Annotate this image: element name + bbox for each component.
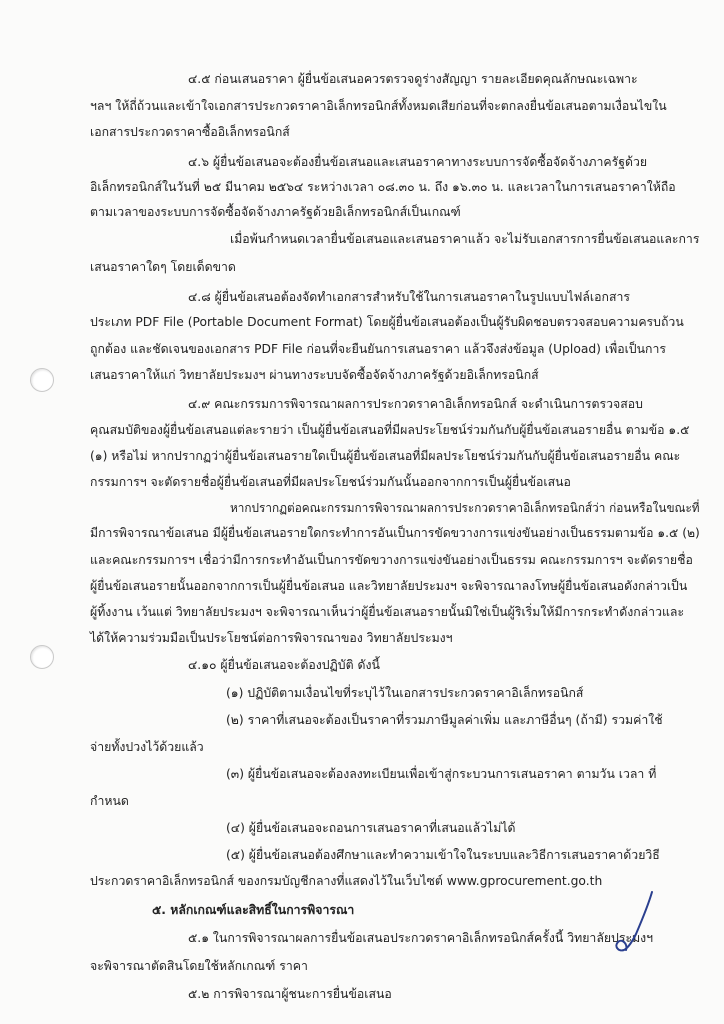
text-line: (๑) ปฏิบัติตามเงื่อนไขที่ระบุไว้ในเอกสารประกวดราคาอิเล็กทรอนิกส์: [226, 686, 584, 700]
text-line: ๔.๕ ก่อนเสนอราคา ผู้ยื่นข้อเสนอควรตรวจดูร่างสัญญา รายละเอียดคุณลักษณะเฉพาะ: [188, 72, 638, 86]
text-line: ได้ให้ความร่วมมือเป็นประโยชน์ต่อการพิจารณาของ วิทยาลัยประมงฯ: [90, 631, 453, 645]
text-line: กรรมการฯ จะตัดรายชื่อผู้ยื่นข้อเสนอที่มีผลประโยชน์ร่วมกันนั้นออกจากการเป็นผู้ยื่นข้อเสนอ: [90, 475, 571, 489]
text-line: (๔) ผู้ยื่นข้อเสนอจะถอนการเสนอราคาที่เสนอแล้วไม่ได้: [226, 821, 516, 835]
text-line: เอกสารประกวดราคาซื้ออิเล็กทรอนิกส์: [90, 125, 290, 139]
text-line: ประกวดราคาอิเล็กทรอนิกส์ ของกรมบัญชีกลางที่แสดงไว้ในเว็บไซต์ www.gprocurement.go.th: [90, 874, 603, 888]
text-line: ประเภท PDF File (Portable Document Format) โดยผู้ยื่นข้อเสนอต้องเป็นผู้รับผิดชอบตรวจสอบความครบถ้วน: [90, 315, 684, 329]
text-line: คุณสมบัติของผู้ยื่นข้อเสนอแต่ละรายว่า เป็นผู้ยื่นข้อเสนอที่มีผลประโยชน์ร่วมกันกับผู้ยื่นข้อเสนอรายอื่น ตามข้อ ๑.๕: [90, 423, 690, 437]
text-line: เสนอราคาใดๆ โดยเด็ดขาด: [90, 260, 236, 274]
text-line: ๔.๘ ผู้ยื่นข้อเสนอต้องจัดทำเอกสารสำหรับใช้ในการเสนอราคาในรูปแบบไฟล์เอกสาร: [188, 290, 630, 304]
text-line: (๒) ราคาที่เสนอจะต้องเป็นราคาที่รวมภาษีมูลค่าเพิ่ม และภาษีอื่นๆ (ถ้ามี) รวมค่าใช้: [226, 713, 663, 727]
text-line: จ่ายทั้งปวงไว้ด้วยแล้ว: [90, 740, 204, 754]
text-line: (๕) ผู้ยื่นข้อเสนอต้องศึกษาและทำความเข้าใจในระบบและวิธีการเสนอราคาด้วยวิธี: [226, 848, 660, 862]
text-line: และคณะกรรมการฯ เชื่อว่ามีการกระทำอันเป็นการขัดขวางการแข่งขันอย่างเป็นธรรม คณะกรรมการฯ จะตัดรายชื่อ: [90, 553, 693, 567]
text-line: ผู้ยื่นข้อเสนอรายนั้นออกจากการเป็นผู้ยื่นข้อเสนอ และวิทยาลัยประมงฯ จะพิจารณาลงโทษผู้ยื่นข้อเสนอดังกล่าวเป็น: [90, 579, 688, 593]
text-line: เมื่อพ้นกำหนดเวลายื่นข้อเสนอและเสนอราคาแล้ว จะไม่รับเอกสารการยื่นข้อเสนอและการ: [230, 232, 700, 246]
text-line: มีการพิจารณาข้อเสนอ มีผู้ยื่นข้อเสนอรายใดกระทำการอันเป็นการขัดขวางการแข่งขันอย่างเป็นธรรมตามข้อ ๑.๕ (๒): [90, 526, 700, 540]
text-line: จะพิจารณาตัดสินโดยใช้หลักเกณฑ์ ราคา: [90, 959, 308, 973]
text-line: ๔.๙ คณะกรรมการพิจารณาผลการประกวดราคาอิเล็กทรอนิกส์ จะดำเนินการตรวจสอบ: [188, 397, 643, 411]
text-line: เสนอราคาให้แก่ วิทยาลัยประมงฯ ผ่านทางระบบจัดซื้อจัดจ้างภาครัฐด้วยอิเล็กทรอนิกส์: [90, 368, 539, 382]
text-line: กำหนด: [90, 794, 129, 808]
handwritten-mark: [608, 888, 658, 958]
text-line: อิเล็กทรอนิกส์ในวันที่ ๒๕ มีนาคม ๒๕๖๔ ระหว่างเวลา ๐๘.๓๐ น. ถึง ๑๖.๓๐ น. และเวลาในการเสนอราคาให้ถือ: [90, 180, 676, 194]
text-line: ๕.๑ ในการพิจารณาผลการยื่นข้อเสนอประกวดราคาอิเล็กทรอนิกส์ครั้งนี้ วิทยาลัยประมงฯ: [188, 931, 654, 945]
text-line: ๔.๑๐ ผู้ยื่นข้อเสนอจะต้องปฏิบัติ ดังนี้: [188, 658, 380, 672]
text-line: ถูกต้อง และชัดเจนของเอกสาร PDF File ก่อนที่จะยืนยันการเสนอราคา แล้วจึงส่งข้อมูล (Upload) เพื่อเป็นการ: [90, 342, 666, 356]
text-line: ๔.๖ ผู้ยื่นข้อเสนอจะต้องยื่นข้อเสนอและเสนอราคาทางระบบการจัดซื้อจัดจ้างภาครัฐด้วย: [188, 155, 648, 169]
text-line: ตามเวลาของระบบการจัดซื้อจัดจ้างภาครัฐด้วยอิเล็กทรอนิกส์เป็นเกณฑ์: [90, 205, 461, 219]
text-line: ผู้ทิ้งงาน เว้นแต่ วิทยาลัยประมงฯ จะพิจารณาเห็นว่าผู้ยื่นข้อเสนอรายนั้นมิใช่เป็นผู้ริเริ่มให้มีการกระทำดังกล่าวและ: [90, 605, 685, 619]
punch-hole-top: [30, 368, 54, 392]
text-line: (๓) ผู้ยื่นข้อเสนอจะต้องลงทะเบียนเพื่อเข้าสู่กระบวนการเสนอราคา ตามวัน เวลา ที่: [226, 767, 657, 781]
text-line: (๑) หรือไม่ หากปรากฏว่าผู้ยื่นข้อเสนอรายใดเป็นผู้ยื่นข้อเสนอที่มีผลประโยชน์ร่วมกันกับผู้ยื่นข้อเสนอรายอื่น คณะ: [90, 449, 681, 463]
section-heading: ๕. หลักเกณฑ์และสิทธิ์ในการพิจารณา: [152, 903, 355, 917]
text-line: หากปรากฏต่อคณะกรรมการพิจารณาผลการประกวดราคาอิเล็กทรอนิกส์ว่า ก่อนหรือในขณะที่: [230, 501, 700, 515]
punch-hole-bottom: [30, 645, 54, 669]
text-line: ๕.๒ การพิจารณาผู้ชนะการยื่นข้อเสนอ: [188, 987, 392, 1001]
text-line: ฯลฯ ให้ถี่ถ้วนและเข้าใจเอกสารประกวดราคาอิเล็กทรอนิกส์ทั้งหมดเสียก่อนที่จะตกลงยื่นข้อเสนอตามเงื่อนไขใน: [90, 99, 667, 113]
